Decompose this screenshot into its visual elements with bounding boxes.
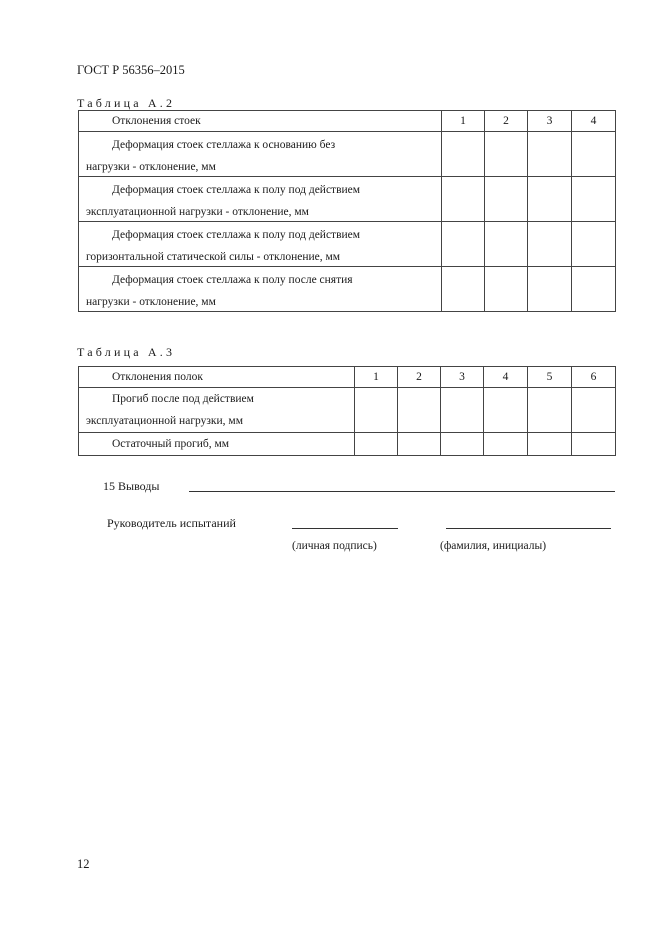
column-header: 2: [398, 367, 441, 388]
column-header: 4: [484, 367, 528, 388]
column-header: 5: [528, 367, 572, 388]
signature-hint: (личная подпись): [292, 540, 377, 552]
column-header: 3: [441, 367, 484, 388]
table-a3-caption: Таблица А.3: [77, 345, 176, 359]
value-cell[interactable]: [398, 388, 441, 433]
value-cell[interactable]: [442, 177, 485, 222]
name-hint: (фамилия, инициалы): [440, 540, 547, 552]
table-row: [79, 267, 616, 312]
value-cell[interactable]: [485, 132, 528, 177]
row-description: Деформация стоек стеллажа к полу под действием горизонтальной статической силы - отклонение, мм: [79, 222, 442, 267]
value-cell[interactable]: [484, 388, 528, 433]
value-cell[interactable]: [528, 132, 572, 177]
value-cell[interactable]: [528, 267, 572, 312]
value-cell[interactable]: [442, 132, 485, 177]
value-cell[interactable]: [528, 433, 572, 456]
table-row: [79, 177, 616, 222]
table-row: [79, 132, 616, 177]
column-header: 1: [355, 367, 398, 388]
row-description: Остаточный прогиб, мм: [79, 433, 355, 456]
table-row: [79, 433, 616, 456]
table-header-cell: Отклонения полок: [79, 367, 355, 388]
value-cell[interactable]: [442, 222, 485, 267]
value-cell[interactable]: [485, 267, 528, 312]
value-cell[interactable]: [572, 388, 616, 433]
value-cell[interactable]: [572, 132, 616, 177]
conclusions-label: 15 Выводы: [103, 479, 160, 493]
table-header-row: [79, 367, 616, 388]
page-number: 12: [77, 857, 90, 871]
table-header-cell: Отклонения стоек: [79, 111, 442, 132]
table-header-row: [79, 111, 616, 132]
value-cell[interactable]: [528, 222, 572, 267]
value-cell[interactable]: [441, 433, 484, 456]
value-cell[interactable]: [572, 433, 616, 456]
signature-role-label: Руководитель испытаний: [107, 516, 236, 530]
document-standard-code: ГОСТ Р 56356–2015: [77, 63, 185, 77]
column-header: 4: [572, 111, 616, 132]
value-cell[interactable]: [572, 177, 616, 222]
row-description: Деформация стоек стеллажа к полу под действием эксплуатационной нагрузки - отклонение, мм: [79, 177, 442, 222]
value-cell[interactable]: [485, 222, 528, 267]
value-cell[interactable]: [442, 267, 485, 312]
value-cell[interactable]: [572, 222, 616, 267]
table-a3: [78, 366, 616, 456]
column-header: 3: [528, 111, 572, 132]
table-row: [79, 388, 616, 433]
column-header: 2: [485, 111, 528, 132]
value-cell[interactable]: [441, 388, 484, 433]
table-row: [79, 222, 616, 267]
row-description: Деформация стоек стеллажа к полу после снятия нагрузки - отклонение, мм: [79, 267, 442, 312]
table-a2-caption: Таблица А.2: [77, 96, 176, 110]
signature-line[interactable]: [292, 528, 398, 529]
column-header: 1: [442, 111, 485, 132]
value-cell[interactable]: [398, 433, 441, 456]
name-line[interactable]: [446, 528, 611, 529]
table-a2: [78, 110, 616, 312]
value-cell[interactable]: [355, 433, 398, 456]
conclusions-line[interactable]: [189, 491, 615, 492]
row-description: Прогиб после под действием эксплуатационной нагрузки, мм: [79, 388, 355, 433]
value-cell[interactable]: [484, 433, 528, 456]
row-description: Деформация стоек стеллажа к основанию без нагрузки - отклонение, мм: [79, 132, 442, 177]
column-header: 6: [572, 367, 616, 388]
value-cell[interactable]: [572, 267, 616, 312]
value-cell[interactable]: [528, 177, 572, 222]
value-cell[interactable]: [355, 388, 398, 433]
value-cell[interactable]: [485, 177, 528, 222]
value-cell[interactable]: [528, 388, 572, 433]
